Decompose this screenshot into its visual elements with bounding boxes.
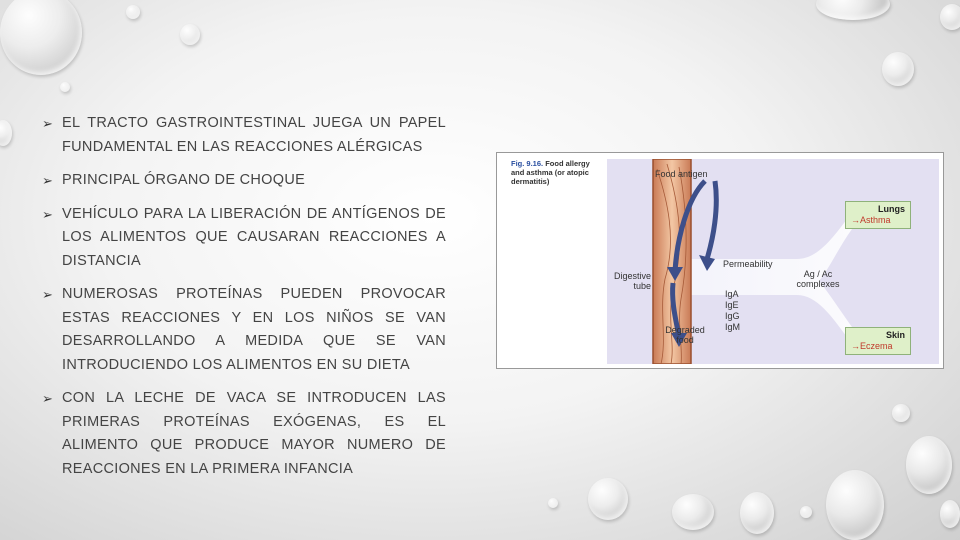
lungs-effect: →Asthma	[851, 215, 891, 225]
diagram-panel	[607, 159, 939, 364]
immunoglobulin-item: IgE	[725, 300, 739, 310]
arrow-bullet-icon: ➢	[42, 287, 54, 302]
water-drop-decoration	[60, 82, 70, 92]
arrow-bullet-icon: ➢	[42, 206, 54, 222]
water-drop-decoration	[740, 492, 774, 534]
immunoglobulin-list	[725, 289, 740, 333]
lungs-box	[845, 201, 911, 229]
degraded-food-label: Degraded food	[665, 325, 705, 345]
water-drop-decoration	[0, 0, 82, 75]
immunoglobulin-item: IgA	[725, 289, 739, 299]
figure-caption-text: Food allergy and asthma (or atopic dermatitis)	[511, 159, 590, 186]
water-drop-decoration	[126, 5, 140, 19]
bullet-item: ➢ PRINCIPAL ÓRGANO DE CHOQUE	[42, 169, 446, 193]
bullet-item: ➢ EL TRACTO GASTROINTESTINAL JUEGA UN PAPEL FUNDAMENTAL EN LAS REACCIONES ALÉRGICAS	[42, 112, 446, 159]
skin-box	[845, 327, 911, 355]
bullet-item: ➢ VEHÍCULO PARA LA LIBERACIÓN DE ANTÍGENOS DE LOS ALIMENTOS QUE CAUSARAN REACCIONES A DISTANCIA	[42, 203, 446, 274]
water-drop-decoration	[906, 436, 952, 494]
water-drop-decoration	[548, 498, 558, 508]
water-drop-decoration	[672, 494, 714, 530]
lungs-title: Lungs	[878, 204, 905, 214]
bullet-item: ➢ CON LA LECHE DE VACA SE INTRODUCEN LAS PRIMERAS PROTEÍNAS EXÓGENAS, ES EL ALIMENTO QUE PRODUCE MAYOR NUMERO DE REACCIONES EN LA PRIMERA INFANCIA	[42, 387, 446, 481]
digestive-tube-label: Digestive tube	[613, 271, 651, 291]
arrow-bullet-icon: ➢	[42, 173, 54, 188]
water-drop-decoration	[892, 404, 910, 422]
figure-number: Fig. 9.16.	[511, 159, 544, 168]
water-drop-decoration	[0, 120, 12, 146]
water-drop-decoration	[940, 4, 960, 30]
ag-ac-complexes-label: Ag / Ac complexes	[796, 269, 840, 289]
water-drop-decoration	[826, 470, 884, 540]
water-drop-decoration	[180, 24, 200, 45]
immunoglobulin-item: IgG	[725, 311, 740, 321]
skin-title: Skin	[885, 330, 905, 340]
water-drop-decoration	[940, 500, 960, 528]
water-drop-decoration	[588, 478, 628, 520]
figure-caption	[511, 159, 601, 186]
bullet-list	[42, 112, 446, 491]
permeability-label: Permeability	[723, 259, 773, 269]
skin-effect: →Eczema	[851, 341, 893, 351]
food-allergy-figure	[496, 152, 944, 369]
water-drop-decoration	[800, 506, 812, 518]
water-drop-decoration	[816, 0, 890, 20]
arrow-bullet-icon: ➢	[42, 391, 54, 406]
arrow-bullet-icon: ➢	[42, 116, 54, 131]
food-antigen-label: Food antigen	[655, 169, 708, 179]
water-drop-decoration	[882, 52, 914, 86]
bullet-item: ➢ NUMEROSAS PROTEÍNAS PUEDEN PROVOCAR ESTAS REACCIONES Y EN LOS NIÑOS SE VAN DESARROLLANDO A MEDIDA QUE SE VAN INTRODUCIENDO LOS ALIMENTOS EN SU DIETA	[42, 283, 446, 377]
immunoglobulin-item: IgM	[725, 322, 741, 332]
